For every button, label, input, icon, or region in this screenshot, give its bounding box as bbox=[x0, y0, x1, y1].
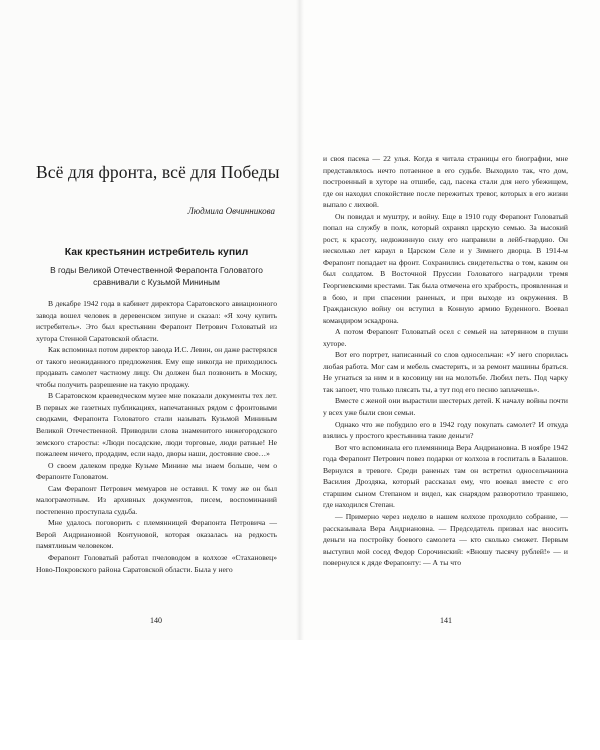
paragraph: Ферапонт Головатый работал пчеловодом в колхозе «Стахановец» Ново-Покровского района Саратовской области. Была у него bbox=[36, 553, 277, 574]
article-title: Всё для фронта, всё для Победы bbox=[36, 162, 280, 182]
paragraph: Мне удалось поговорить с племянницей Ферапонта Петровича — Верой Андриановной Контуновой, которая оказалась на редкость памятливым человеком. bbox=[36, 518, 277, 551]
paragraph: Как вспоминал потом директор завода И.С. Левин, он даже растерялся от такого неожиданного предложения. Ему еще никогда не приходилось продавать самолет частному лицу. Он должен был позвонить в Москву, чтобы получить разрешение на такую продажу. bbox=[36, 345, 277, 389]
paragraph: В Саратовском краеведческом музее мне показали документы тех лет. В первых же газетных публикациях, напечатанных рядом с фронтовыми сводками, Ферапонта Головатого стали называть Кузьмой Мининым Великой Отечественной. Приводили слова знаменитого нижегородского земского старосты: «Люди посадские, люди торговые, люди ратные! Не пожалеем ничего, продадим, если надо, дворы наши, достояние свое…» bbox=[36, 391, 277, 459]
paragraph: Сам Ферапонт Петрович мемуаров не оставил. К тому же он был малограмотным. Из архивных документов, писем, воспоминаний постепенно проступала судьба. bbox=[36, 483, 277, 516]
right-page-body bbox=[323, 153, 568, 569]
book-gutter bbox=[296, 0, 304, 640]
page-number-right: 141 bbox=[440, 616, 452, 625]
paragraph: Вот что вспоминала его племянница Вера Андриановна. В ноябре 1942 года Ферапонт Петрович повез подарки от колхоза в госпиталь в Балашов. Вернулся в тревоге. Среди раненых там он встретил односельчанина Василия Дроздяка, который рассказал ему, что воевал вместе с его старшим сыном Степаном и видел, как снарядом разворотило траншею, где находился Степан. bbox=[323, 442, 568, 510]
page-number-left: 140 bbox=[150, 616, 162, 625]
paragraph: Вот его портрет, написанный со слов односельчан: «У него спорилась любая работа. Мог сам и мебель смастерить, и за ремонт машины браться. Не угнаться за ним и в косовицу ни на молотьбе. Любил петь. Под чарку так запоет, что только плясать ты, а тут под его песню заплачешь». bbox=[323, 350, 568, 394]
article-subtitle: Как крестьянин истребитель купил bbox=[64, 246, 249, 258]
paragraph: Однако что же побудило его в 1942 году покупать самолет? И откуда взялись у простого крестьянина такие деньги? bbox=[323, 419, 568, 441]
paragraph: — Примерно через неделю в нашем колхозе проходило собрание, — рассказывала Вера Андриановна. — Председатель призвал нас вносить деньги на постройку боевого самолета — кто сколько сможет. Первым выступил мой сосед Федор Сорочинский: «Вношу тысячу рублей!» — и повернулся к дяде Ферапонту: — А ты что bbox=[323, 511, 568, 568]
paragraph: Вместе с женой они вырастили шестерых детей. К началу войны почти у всех уже были свои семьи. bbox=[323, 396, 568, 418]
paragraph: и своя пасека — 22 улья. Когда я читала страницы его биографии, мне представлялось нечто потаенное в его судьбе. Выходило так, что дом, построенный в хуторе на отшибе, сад, пасека стали для него убежищем, где он находил спокойствие после пережитых тревог, которых в его жизни выпало с лихвой. bbox=[323, 154, 568, 210]
paragraph: Он повидал и муштру, и войну. Еще в 1910 году Ферапонт Головатый попал на службу в полк, который охранял царскую семью. За высокий рост, к красоту, недюжинную силу его направили в лейб-гвардию. Он несколько лет караул в Царском Селе и у Зимнего дворца. В 1914-м Ферапонт попадает на фронт. Сохранились свидетельства о том, каким он был солдатом. В Восточной Пруссии Головатого наградили тремя Георгиевскими крестами. Так была отмечена его храбрость, проявленная и в бою, и при спасении раненых, и при выходе из окружения. В Гражданскую войну он вступил в Конную армию Буденного. Воевал командиром эскадрона. bbox=[323, 211, 568, 325]
left-page-body bbox=[36, 298, 277, 575]
article-author: Людмила Овчинникова bbox=[187, 206, 275, 216]
paragraph: В декабре 1942 года в кабинет директора Саратовского авиационного завода вошел человек в деревенском зипуне и сказал: «Я хочу купить истребитель». Это был крестьянин Ферапонт Петрович Головатый из хутора Стенной Саратовской области. bbox=[36, 299, 277, 343]
paragraph: А потом Ферапонт Головатый осел с семьей на затерянном в глуши хуторе. bbox=[323, 327, 568, 348]
article-lead: В годы Великой Отечественной Ферапонта Головатого сравнивали с Кузьмой Мининым bbox=[50, 265, 263, 288]
paragraph: О своем далеком предке Кузьме Минине мы знаем больше, чем о Ферапонте Головатом. bbox=[36, 460, 277, 482]
